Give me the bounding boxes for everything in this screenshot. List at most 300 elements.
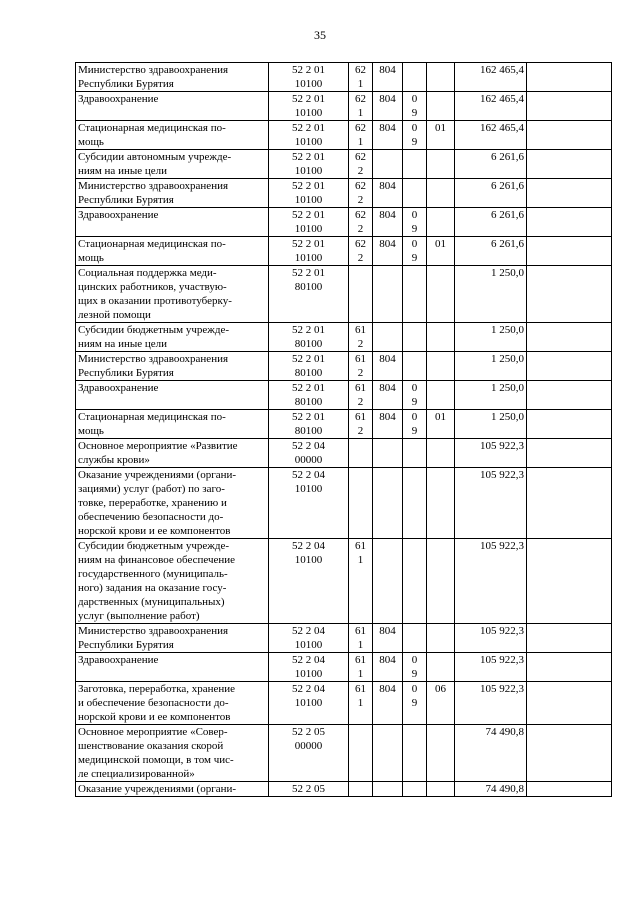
cell-line: Стационарная медицинская по-	[78, 238, 226, 250]
cell-line: 10100	[294, 136, 323, 148]
cell-line: 9	[411, 252, 418, 264]
cell-line: 804	[379, 64, 396, 76]
expense-type-cell	[349, 381, 373, 410]
target-code-cell	[269, 468, 349, 539]
ministry-code-cell	[373, 725, 403, 782]
target-code-cell	[269, 653, 349, 682]
extra-cell	[527, 150, 612, 179]
table-row	[76, 266, 612, 323]
extra-cell	[527, 624, 612, 653]
cell-line: 1 250,0	[491, 353, 524, 365]
cell-line: 52 2 04	[292, 469, 325, 481]
ministry-code-cell	[373, 468, 403, 539]
name-cell	[76, 782, 269, 797]
target-code-cell	[269, 92, 349, 121]
amount-cell	[455, 439, 527, 468]
subsection-cell	[427, 682, 455, 725]
subsection-cell	[427, 725, 455, 782]
cell-line: 61	[355, 324, 366, 336]
cell-line: службы крови»	[78, 454, 150, 466]
cell-line: 804	[379, 122, 396, 134]
amount-cell	[455, 121, 527, 150]
expense-type-cell	[349, 92, 373, 121]
name-cell	[76, 150, 269, 179]
cell-line: 10100	[294, 165, 323, 177]
table-row	[76, 439, 612, 468]
section-cell	[403, 653, 427, 682]
ministry-code-cell	[373, 121, 403, 150]
cell-line: 0	[411, 382, 418, 394]
extra-cell	[527, 381, 612, 410]
cell-line: щих в оказании противотуберку-	[78, 295, 232, 307]
cell-line: Здравоохранение	[78, 209, 159, 221]
cell-line: лезной помощи	[78, 309, 151, 321]
section-cell	[403, 782, 427, 797]
cell-line: ниям на иные цели	[78, 338, 168, 350]
cell-line: 52 2 04	[292, 540, 325, 552]
cell-line: дарственных (муниципальных)	[78, 596, 225, 608]
name-cell	[76, 539, 269, 624]
cell-line: 52 2 01	[292, 238, 325, 250]
cell-line: цинских работников, участвую-	[78, 281, 227, 293]
cell-line: обеспечению безопасности до-	[78, 511, 224, 523]
cell-line: 1	[357, 668, 364, 680]
amount-cell	[455, 782, 527, 797]
cell-line: Оказание учреждениями (органи-	[78, 469, 237, 481]
cell-line: 0	[411, 93, 418, 105]
section-cell	[403, 63, 427, 92]
cell-line: 162 465,4	[480, 122, 524, 134]
table-row	[76, 410, 612, 439]
cell-line: норской крови и ее компонентов	[78, 525, 231, 537]
cell-line: 9	[411, 697, 418, 709]
cell-line: 52 2 04	[292, 440, 325, 452]
section-cell	[403, 266, 427, 323]
cell-line: 6 261,6	[491, 180, 524, 192]
cell-line: 10100	[294, 697, 323, 709]
cell-line: 52 2 05	[292, 726, 325, 738]
cell-line: Здравоохранение	[78, 93, 159, 105]
cell-line: 62	[355, 180, 366, 192]
cell-line: 61	[355, 353, 366, 365]
cell-line: 61	[355, 683, 366, 695]
extra-cell	[527, 237, 612, 266]
cell-line: 2	[357, 367, 364, 379]
cell-line: Стационарная медицинская по-	[78, 411, 226, 423]
name-cell	[76, 725, 269, 782]
expense-type-cell	[349, 539, 373, 624]
name-cell	[76, 381, 269, 410]
cell-line: Социальная поддержка меди-	[78, 267, 217, 279]
cell-line: 10100	[294, 223, 323, 235]
section-cell	[403, 381, 427, 410]
cell-line: 804	[379, 180, 396, 192]
amount-cell	[455, 63, 527, 92]
cell-line: 2	[357, 194, 364, 206]
cell-line: 1	[357, 639, 364, 651]
subsection-cell	[427, 468, 455, 539]
ministry-code-cell	[373, 150, 403, 179]
cell-line: 1 250,0	[491, 411, 524, 423]
cell-line: 9	[411, 425, 418, 437]
cell-line: 6 261,6	[491, 151, 524, 163]
ministry-code-cell	[373, 352, 403, 381]
table-body	[76, 63, 612, 797]
cell-line: 06	[435, 683, 446, 695]
name-cell	[76, 410, 269, 439]
name-cell	[76, 92, 269, 121]
subsection-cell	[427, 208, 455, 237]
cell-line: 52 2 01	[292, 64, 325, 76]
cell-line: Основное мероприятие «Совер-	[78, 726, 228, 738]
cell-line: 01	[435, 238, 446, 250]
name-cell	[76, 468, 269, 539]
name-cell	[76, 653, 269, 682]
cell-line: 804	[379, 238, 396, 250]
name-cell	[76, 439, 269, 468]
section-cell	[403, 208, 427, 237]
extra-cell	[527, 179, 612, 208]
cell-line: 1 250,0	[491, 382, 524, 394]
amount-cell	[455, 410, 527, 439]
target-code-cell	[269, 179, 349, 208]
cell-line: 61	[355, 540, 366, 552]
cell-line: 10100	[294, 194, 323, 206]
ministry-code-cell	[373, 208, 403, 237]
subsection-cell	[427, 782, 455, 797]
cell-line: 10100	[294, 107, 323, 119]
cell-line: 52 2 01	[292, 180, 325, 192]
cell-line: 105 922,3	[480, 540, 524, 552]
cell-line: 1	[357, 78, 364, 90]
amount-cell	[455, 266, 527, 323]
cell-line: медицинской помощи, в том чис-	[78, 754, 234, 766]
expense-type-cell	[349, 468, 373, 539]
extra-cell	[527, 725, 612, 782]
table-row	[76, 237, 612, 266]
cell-line: Республики Бурятия	[78, 194, 174, 206]
cell-line: услуг (выполнение работ)	[78, 610, 200, 622]
cell-line: 62	[355, 209, 366, 221]
cell-line: ного) задания на оказание госу-	[78, 582, 227, 594]
ministry-code-cell	[373, 682, 403, 725]
table-row	[76, 208, 612, 237]
name-cell	[76, 208, 269, 237]
page-number: 35	[314, 28, 326, 42]
cell-line: 105 922,3	[480, 683, 524, 695]
ministry-code-cell	[373, 782, 403, 797]
ministry-code-cell	[373, 92, 403, 121]
cell-line: 61	[355, 382, 366, 394]
cell-line: 52 2 01	[292, 151, 325, 163]
cell-line: мощь	[78, 252, 104, 264]
cell-line: 162 465,4	[480, 93, 524, 105]
cell-line: 804	[379, 411, 396, 423]
amount-cell	[455, 653, 527, 682]
cell-line: 2	[357, 338, 364, 350]
table-row	[76, 150, 612, 179]
cell-line: Стационарная медицинская по-	[78, 122, 226, 134]
cell-line: Республики Бурятия	[78, 78, 174, 90]
amount-cell	[455, 323, 527, 352]
cell-line: 6 261,6	[491, 238, 524, 250]
cell-line: ниям на иные цели	[78, 165, 168, 177]
table-row	[76, 121, 612, 150]
name-cell	[76, 179, 269, 208]
target-code-cell	[269, 381, 349, 410]
subsection-cell	[427, 266, 455, 323]
ministry-code-cell	[373, 653, 403, 682]
amount-cell	[455, 624, 527, 653]
cell-line: Республики Бурятия	[78, 639, 174, 651]
subsection-cell	[427, 439, 455, 468]
cell-line: 52 2 04	[292, 654, 325, 666]
cell-line: 80100	[294, 367, 323, 379]
amount-cell	[455, 539, 527, 624]
cell-line: Здравоохранение	[78, 654, 159, 666]
extra-cell	[527, 352, 612, 381]
cell-line: 105 922,3	[480, 440, 524, 452]
expense-type-cell	[349, 352, 373, 381]
table-row	[76, 323, 612, 352]
cell-line: 9	[411, 107, 418, 119]
expense-type-cell	[349, 63, 373, 92]
target-code-cell	[269, 63, 349, 92]
cell-line: 80100	[294, 338, 323, 350]
cell-line: 1	[357, 554, 364, 566]
cell-line: Министерство здравоохранения	[78, 64, 229, 76]
cell-line: 804	[379, 382, 396, 394]
name-cell	[76, 63, 269, 92]
cell-line: 52 2 05	[292, 783, 325, 795]
cell-line: 52 2 04	[292, 683, 325, 695]
cell-line: 74 490,8	[485, 783, 524, 795]
extra-cell	[527, 208, 612, 237]
cell-line: норской крови и ее компонентов	[78, 711, 231, 723]
cell-line: 10100	[294, 252, 323, 264]
cell-line: мощь	[78, 425, 104, 437]
cell-line: 804	[379, 683, 396, 695]
cell-line: мощь	[78, 136, 104, 148]
table-row	[76, 624, 612, 653]
cell-line: Субсидии автономным учрежде-	[78, 151, 232, 163]
cell-line: 0	[411, 122, 418, 134]
cell-line: 804	[379, 93, 396, 105]
cell-line: товке, переработке, хранению и	[78, 497, 227, 509]
cell-line: 105 922,3	[480, 654, 524, 666]
cell-line: 162 465,4	[480, 64, 524, 76]
table-row	[76, 381, 612, 410]
cell-line: 62	[355, 93, 366, 105]
cell-line: шенствование оказания скорой	[78, 740, 224, 752]
subsection-cell	[427, 179, 455, 208]
cell-line: 0	[411, 238, 418, 250]
section-cell	[403, 624, 427, 653]
extra-cell	[527, 782, 612, 797]
subsection-cell	[427, 352, 455, 381]
extra-cell	[527, 539, 612, 624]
expense-type-cell	[349, 237, 373, 266]
expense-type-cell	[349, 682, 373, 725]
section-cell	[403, 237, 427, 266]
section-cell	[403, 725, 427, 782]
cell-line: 52 2 04	[292, 625, 325, 637]
section-cell	[403, 323, 427, 352]
cell-line: 804	[379, 209, 396, 221]
budget-table	[75, 62, 612, 797]
extra-cell	[527, 468, 612, 539]
cell-line: ниям на финансовое обеспечение	[78, 554, 236, 566]
cell-line: 1 250,0	[491, 324, 524, 336]
section-cell	[403, 410, 427, 439]
table-row	[76, 179, 612, 208]
name-cell	[76, 323, 269, 352]
cell-line: 10100	[294, 668, 323, 680]
amount-cell	[455, 179, 527, 208]
cell-line: 0	[411, 654, 418, 666]
cell-line: 62	[355, 64, 366, 76]
ministry-code-cell	[373, 323, 403, 352]
expense-type-cell	[349, 653, 373, 682]
ministry-code-cell	[373, 63, 403, 92]
cell-line: Основное мероприятие «Развитие	[78, 440, 238, 452]
target-code-cell	[269, 352, 349, 381]
target-code-cell	[269, 323, 349, 352]
cell-line: 80100	[294, 396, 323, 408]
target-code-cell	[269, 782, 349, 797]
target-code-cell	[269, 539, 349, 624]
cell-line: 0	[411, 411, 418, 423]
amount-cell	[455, 92, 527, 121]
target-code-cell	[269, 150, 349, 179]
name-cell	[76, 121, 269, 150]
name-cell	[76, 237, 269, 266]
expense-type-cell	[349, 208, 373, 237]
cell-line: Республики Бурятия	[78, 367, 174, 379]
target-code-cell	[269, 624, 349, 653]
subsection-cell	[427, 121, 455, 150]
cell-line: 61	[355, 625, 366, 637]
cell-line: 52 2 01	[292, 324, 325, 336]
table-row	[76, 682, 612, 725]
subsection-cell	[427, 624, 455, 653]
cell-line: 62	[355, 151, 366, 163]
extra-cell	[527, 266, 612, 323]
subsection-cell	[427, 63, 455, 92]
target-code-cell	[269, 410, 349, 439]
cell-line: Субсидии бюджетным учрежде-	[78, 540, 230, 552]
amount-cell	[455, 682, 527, 725]
ministry-code-cell	[373, 266, 403, 323]
cell-line: 80100	[294, 425, 323, 437]
cell-line: 62	[355, 238, 366, 250]
subsection-cell	[427, 381, 455, 410]
table-row	[76, 63, 612, 92]
cell-line: 80100	[294, 281, 323, 293]
extra-cell	[527, 682, 612, 725]
ministry-code-cell	[373, 237, 403, 266]
name-cell	[76, 266, 269, 323]
target-code-cell	[269, 725, 349, 782]
section-cell	[403, 682, 427, 725]
cell-line: 52 2 01	[292, 411, 325, 423]
cell-line: 52 2 01	[292, 353, 325, 365]
cell-line: 10100	[294, 639, 323, 651]
cell-line: 804	[379, 353, 396, 365]
cell-line: 2	[357, 165, 364, 177]
section-cell	[403, 150, 427, 179]
section-cell	[403, 468, 427, 539]
cell-line: 0	[411, 683, 418, 695]
cell-line: 9	[411, 136, 418, 148]
target-code-cell	[269, 208, 349, 237]
expense-type-cell	[349, 266, 373, 323]
cell-line: 2	[357, 396, 364, 408]
cell-line: 74 490,8	[485, 726, 524, 738]
subsection-cell	[427, 323, 455, 352]
table-row	[76, 782, 612, 797]
cell-line: Министерство здравоохранения	[78, 180, 229, 192]
amount-cell	[455, 352, 527, 381]
cell-line: Министерство здравоохранения	[78, 625, 229, 637]
cell-line: 9	[411, 396, 418, 408]
amount-cell	[455, 208, 527, 237]
extra-cell	[527, 653, 612, 682]
cell-line: 1	[357, 136, 364, 148]
cell-line: и обеспечение безопасности до-	[78, 697, 229, 709]
subsection-cell	[427, 410, 455, 439]
cell-line: Здравоохранение	[78, 382, 159, 394]
ministry-code-cell	[373, 624, 403, 653]
cell-line: 00000	[294, 454, 323, 466]
cell-line: 10100	[294, 554, 323, 566]
expense-type-cell	[349, 121, 373, 150]
section-cell	[403, 179, 427, 208]
table-row	[76, 539, 612, 624]
amount-cell	[455, 237, 527, 266]
cell-line: 2	[357, 252, 364, 264]
ministry-code-cell	[373, 410, 403, 439]
cell-line: 105 922,3	[480, 469, 524, 481]
cell-line: 1	[357, 107, 364, 119]
cell-line: 2	[357, 223, 364, 235]
cell-line: 0	[411, 209, 418, 221]
cell-line: 52 2 01	[292, 209, 325, 221]
cell-line: 9	[411, 223, 418, 235]
ministry-code-cell	[373, 179, 403, 208]
cell-line: Субсидии бюджетным учрежде-	[78, 324, 230, 336]
table-row	[76, 725, 612, 782]
ministry-code-cell	[373, 439, 403, 468]
cell-line: 6 261,6	[491, 209, 524, 221]
section-cell	[403, 92, 427, 121]
cell-line: Оказание учреждениями (органи-	[78, 783, 237, 795]
cell-line: 1 250,0	[491, 267, 524, 279]
amount-cell	[455, 150, 527, 179]
name-cell	[76, 624, 269, 653]
expense-type-cell	[349, 323, 373, 352]
cell-line: зациями) услуг (работ) по заго-	[78, 483, 225, 495]
subsection-cell	[427, 92, 455, 121]
target-code-cell	[269, 682, 349, 725]
ministry-code-cell	[373, 381, 403, 410]
expense-type-cell	[349, 439, 373, 468]
amount-cell	[455, 468, 527, 539]
cell-line: 52 2 01	[292, 122, 325, 134]
table-row	[76, 352, 612, 381]
target-code-cell	[269, 439, 349, 468]
section-cell	[403, 352, 427, 381]
